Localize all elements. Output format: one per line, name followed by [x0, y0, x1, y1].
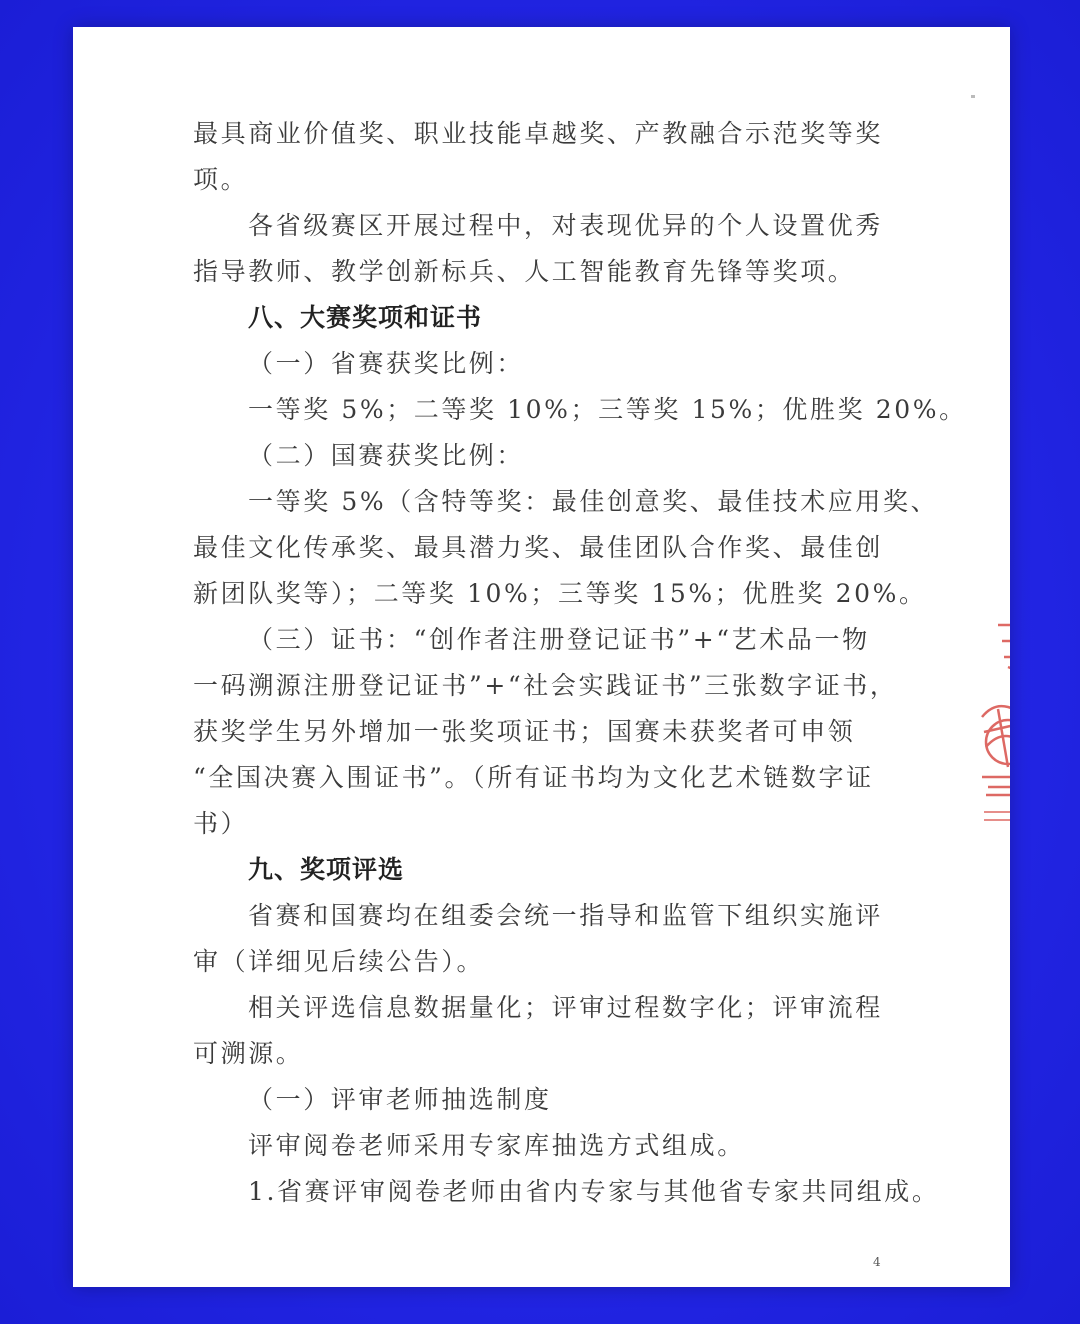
paragraph-line: 一码溯源注册登记证书”+“社会实践证书”三张数字证书，: [193, 671, 898, 700]
paragraph-line: 最具商业价值奖、职业技能卓越奖、产教融合示范奖等奖: [193, 119, 884, 148]
paragraph-line: 省赛和国赛均在组委会统一指导和监管下组织实施评: [248, 901, 883, 930]
paragraph-line: 指导教师、教学创新标兵、人工智能教育先锋等奖项。: [193, 257, 856, 286]
paragraph-line: 相关评选信息数据量化；评审过程数字化；评审流程: [248, 993, 883, 1022]
paragraph-line: 一等奖 5%；二等奖 10%；三等奖 15%；优胜奖 20%。: [248, 395, 967, 424]
paragraph-line: 1.省赛评审阅卷老师由省内专家与其他省专家共同组成。: [248, 1177, 940, 1206]
subsection-heading: （一）省赛获奖比例：: [248, 349, 525, 378]
paragraph-line: 评审阅卷老师采用专家库抽选方式组成。: [248, 1131, 745, 1160]
section-heading: 八、大赛奖项和证书: [248, 303, 483, 332]
paragraph-line: 最佳文化传承奖、最具潜力奖、最佳团队合作奖、最佳创: [193, 533, 884, 562]
section-heading: 九、奖项评选: [248, 855, 405, 884]
page-number: 4: [873, 1255, 881, 1269]
paragraph-line: 获奖学生另外增加一张奖项证书；国赛未获奖者可申领: [193, 717, 856, 746]
paragraph-line: 书）: [193, 809, 249, 838]
subsection-heading: （二）国赛获奖比例：: [248, 441, 525, 470]
paragraph-line: 项。: [193, 165, 249, 194]
paragraph-line: 各省级赛区开展过程中，对表现优异的个人设置优秀: [248, 211, 883, 240]
scan-speck: [971, 95, 975, 98]
document-page: [73, 27, 1010, 1287]
paragraph-line: 新团队奖等）；二等奖 10%；三等奖 15%；优胜奖 20%。: [193, 579, 927, 608]
paragraph-line: “全国决赛入围证书”。（所有证书均为文化艺术链数字证: [193, 763, 874, 792]
official-seal-stamp: [978, 617, 1010, 827]
paragraph-line: 可溯源。: [193, 1039, 304, 1068]
seal-graphic: [978, 617, 1010, 827]
subsection-heading: （一）评审老师抽选制度: [248, 1085, 552, 1114]
paragraph-line: （三）证书：“创作者注册登记证书”+“艺术品一物: [248, 625, 870, 654]
paragraph-line: 审（详细见后续公告）。: [193, 947, 485, 976]
paragraph-line: 一等奖 5%（含特等奖：最佳创意奖、最佳技术应用奖、: [248, 487, 939, 516]
